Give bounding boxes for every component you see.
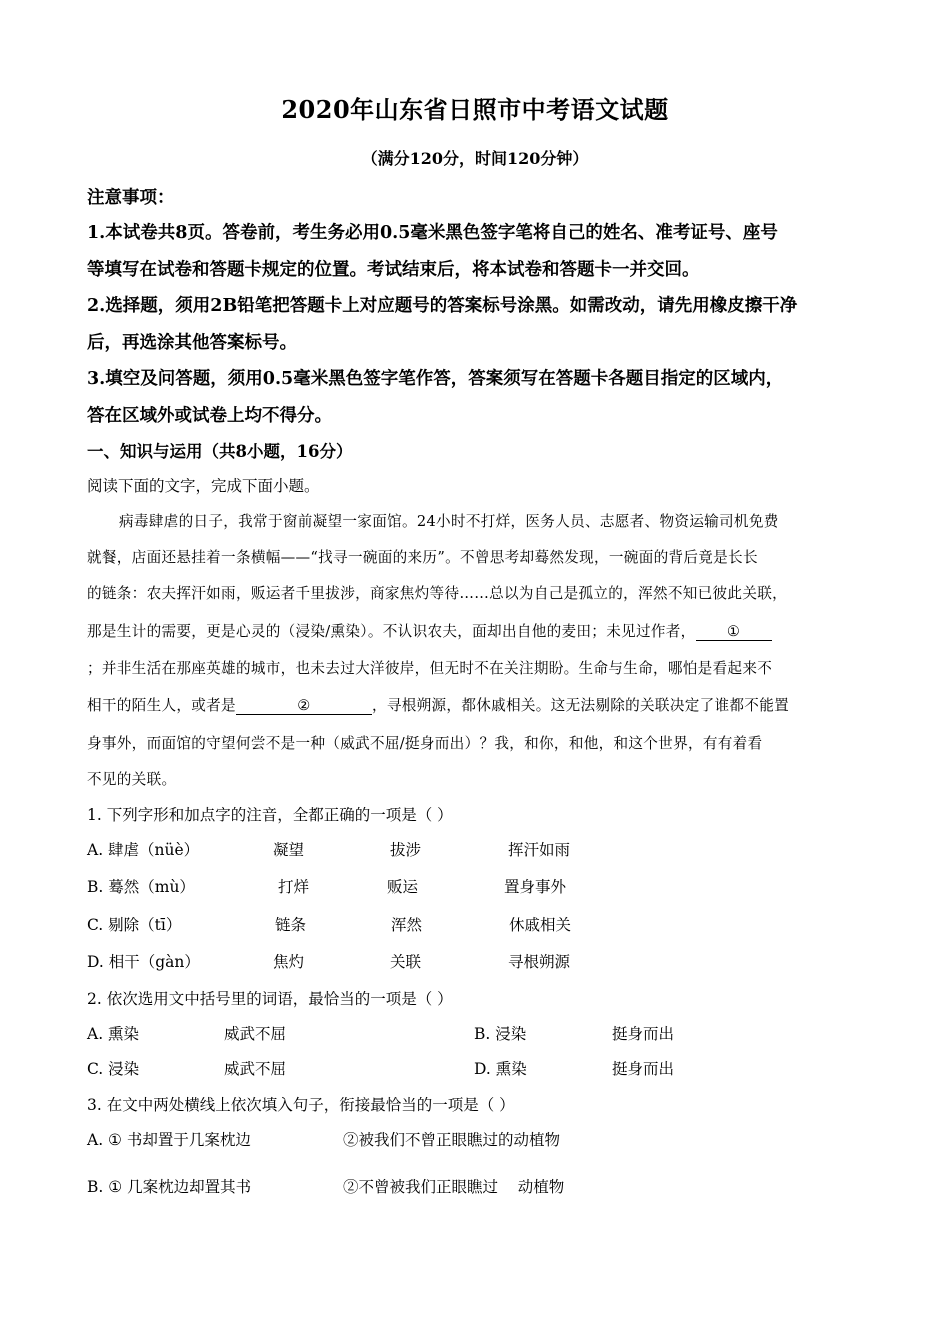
- page-subtitle: （满分120分，时间120分钟）: [361, 149, 589, 168]
- option-word: 挥汗如雨: [508, 841, 571, 859]
- blank-2: ②: [236, 697, 372, 715]
- option-label: A. 肆虐（nüè）: [87, 841, 200, 859]
- option-word: 浑然: [391, 916, 423, 934]
- option-label: A. 熏染: [87, 1025, 140, 1043]
- option-word: 置身事外: [504, 878, 567, 896]
- section-instruction: 阅读下面的文字，完成下面小题。: [87, 477, 320, 495]
- notice-line: 等填写在试卷和答题卡规定的位置。考试结束后，将本试卷和答题卡一并交回。: [87, 260, 700, 280]
- notice-line: 2.选择题，须用2B铅笔把答题卡上对应题号的答案标号涂黑。如需改动，请先用橡皮擦干净: [87, 296, 798, 316]
- notice-line: 答在区域外或试卷上均不得分。: [87, 406, 332, 426]
- option-label: B. 浸染: [474, 1025, 527, 1043]
- notice-heading: 注意事项：: [87, 188, 175, 208]
- option-label: B. 蓦然（mù）: [87, 878, 195, 896]
- passage-line: 的链条：农夫挥汗如雨，贩运者千里拔涉，商家焦灼等待……总以为自己是孤立的，浑然不知已彼此关联，: [87, 585, 788, 602]
- option-word: 关联: [390, 953, 422, 971]
- option-label: D. 熏染: [474, 1060, 527, 1078]
- question-stem: 2. 依次选用文中括号里的词语，最恰当的一项是（ ）: [87, 990, 453, 1008]
- section-heading: 一、知识与运用（共8小题，16分）: [87, 442, 353, 461]
- blank-1: ①: [696, 623, 772, 641]
- page-title: 2020年山东省日照市中考语文试题: [281, 95, 669, 124]
- option-word: ②不曾被我们正眼瞧过 动植物: [343, 1178, 565, 1196]
- option-word: 焦灼: [273, 953, 305, 971]
- option-word: 威武不屈: [224, 1025, 287, 1043]
- option-word: 挺身而出: [612, 1025, 675, 1043]
- notice-line: 后，再选涂其他答案标号。: [87, 333, 297, 353]
- passage-line: ；并非生活在那座英雄的城市，也未去过大洋彼岸，但无时不在关注期盼。生命与生命，哪怕是看起来不: [87, 660, 773, 677]
- passage-text: ，寻根朔源，都休戚相关。这无法剔除的关联决定了谁都不能置: [371, 697, 789, 714]
- passage-line: 就餐，店面还悬挂着一条横幅——“找寻一碗面的来历”。不曾思考却蓦然发现，一碗面的背后竟是长长: [87, 549, 758, 566]
- option-word: 凝望: [273, 841, 305, 859]
- option-word: 休戚相关: [509, 916, 572, 934]
- option-word: 链条: [275, 916, 307, 934]
- passage-text: 那是生计的需要，更是心灵的（浸染/熏染）。不认识农夫，面却出自他的麦田；未见过作者，: [87, 623, 696, 640]
- question-stem: 3. 在文中两处横线上依次填入句子，衔接最恰当的一项是（ ）: [87, 1096, 515, 1114]
- option-word: 挺身而出: [612, 1060, 675, 1078]
- passage-line: [87, 694, 789, 715]
- option-word: 威武不屈: [224, 1060, 287, 1078]
- option-label: C. 剔除（tī）: [87, 916, 182, 934]
- passage-line: 病毒肆虐的日子，我常于窗前凝望一家面馆。24小时不打烊，医务人员、志愿者、物资运输司机免费: [119, 513, 779, 530]
- option-label: A. ① 书却置于几案枕边: [87, 1131, 251, 1149]
- notice-line: 1.本试卷共8页。答卷前，考生务必用0.5毫米黑色签字笔将自己的姓名、准考证号、座号: [87, 223, 778, 243]
- option-word: 寻根朔源: [508, 953, 571, 971]
- option-label: C. 浸染: [87, 1060, 140, 1078]
- option-label: D. 相干（gàn）: [87, 953, 200, 971]
- option-word: 打烊: [278, 878, 310, 896]
- option-word: 贩运: [387, 878, 419, 896]
- option-word: ②被我们不曾正眼瞧过的动植物: [343, 1131, 561, 1149]
- passage-line: 不见的关联。: [87, 771, 177, 788]
- passage-line: [87, 620, 772, 641]
- passage-text: 相干的陌生人，或者是: [87, 697, 236, 714]
- passage-line: 身事外，而面馆的守望何尝不是一种（威武不屈/挺身而出）？我，和你，和他，和这个世界，有有着看: [87, 735, 763, 752]
- option-label: B. ① 几案枕边却置其书: [87, 1178, 252, 1196]
- notice-line: 3.填空及问答题，须用0.5毫米黑色签字笔作答，答案须写在答题卡各题目指定的区域内，: [87, 369, 784, 389]
- question-stem: 1. 下列字形和加点字的注音，全都正确的一项是（ ）: [87, 806, 453, 824]
- option-word: 拔涉: [390, 841, 422, 859]
